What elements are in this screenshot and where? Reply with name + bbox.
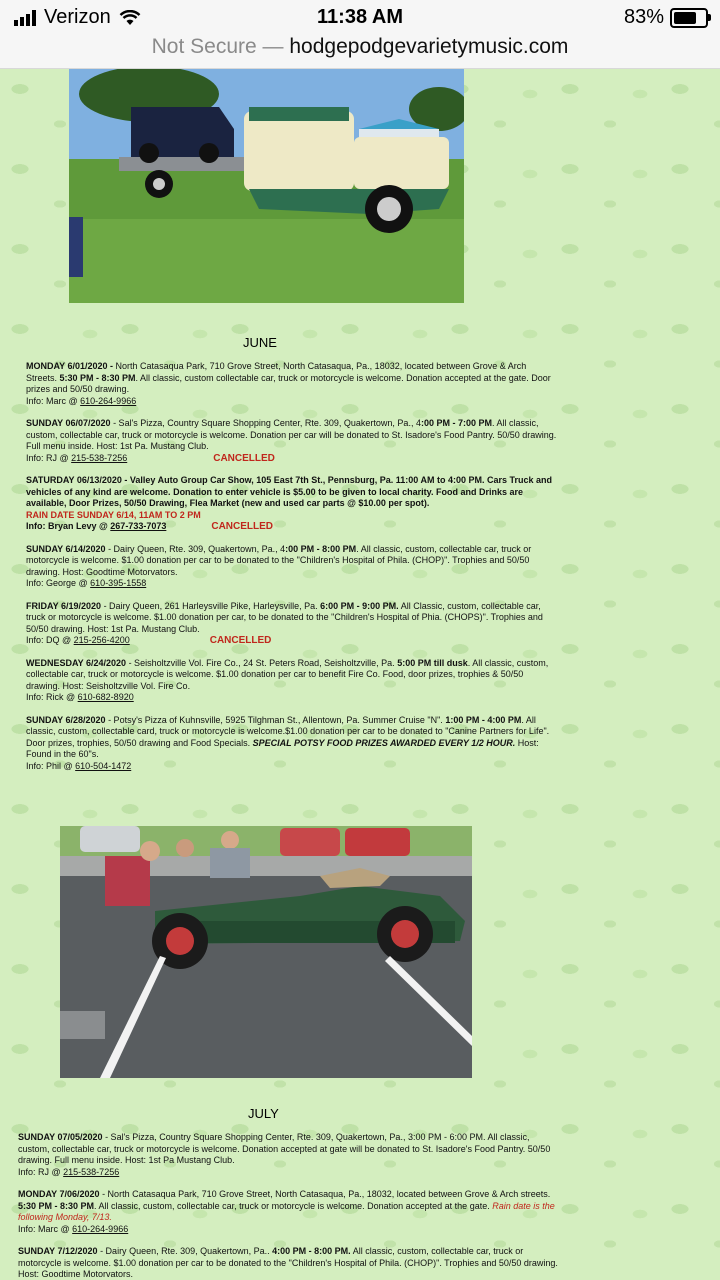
event-june-14: SUNDAY 6/14/2020 - Dairy Queen, Rte. 309, Quakertown, Pa., 4:00 PM - 8:00 PM. All classic, custom, collectable car, truck or motorcycle is welcome. $1.00 donation per car to be donated to the "Children's Hospital of Phila. (CHOP)". Trophies and 50/50 drawing. Host: Goodtime Motorvators. Info: George @ 610-395-1558 — [26, 543, 532, 588]
event-june-07: SUNDAY 06/07/2020 - Sal's Pizza, Country Square Shopping Center, Rte. 309, Quakertown, Pa., 4:00 PM - 7:00 PM. All classic, custom, collectable car, truck or motorcycle is welcome. Donation per car will be donated to St. Isadore's Food Pantry. 50/50 drawing. Full menu inside. Host: 1st Pa. Mustang Club. Info: RJ @ 215-538-7256 CANCELLED — [26, 418, 557, 464]
phone-link[interactable]: 610-504-1472 — [75, 760, 132, 771]
event-june-01: MONDAY 6/01/2020 - North Catasaqua Park, 710 Grove Street, North Catasaqua, Pa., 18032, located between Grove & Arch Streets. 5:30 PM - 8:30 PM. All classic, custom collectable car, truck or motorcycle is welcome. Donation accepted at the gate. Door prizes and 50/50 drawing. Info: Marc @ 610-264-9966 — [26, 361, 551, 406]
phone-link[interactable]: 215-256-4200 — [73, 635, 130, 645]
phone-link[interactable]: 267-733-7073 — [110, 521, 167, 531]
june-heading: JUNE — [243, 335, 277, 350]
june-events — [26, 361, 558, 783]
page-content — [0, 69, 720, 1280]
clock: 11:38 AM — [317, 6, 403, 28]
car-show-photo-roadster — [60, 826, 472, 1078]
phone-link[interactable]: 215-538-7256 — [63, 1166, 120, 1177]
phone-link[interactable]: 610-264-9966 — [72, 1223, 129, 1234]
event-july-06: MONDAY 7/06/2020 - North Catasaqua Park, 710 Grove Street, North Catasaqua, Pa., 18032, located between Grove & Arch streets. 5:30 PM - 8:30 PM. All classic, custom, collectable car, truck or motorcycle is welcome. Donation accepted at the gate. Rain date is the following Monday, 7/13. Info: Marc @ 610-264-9966 — [18, 1189, 555, 1234]
url-domain: hodgepodgevarietymusic.com — [289, 35, 569, 58]
cancelled-badge: CANCELLED — [209, 635, 272, 646]
event-july-05: SUNDAY 07/05/2020 - Sal's Pizza, Country Square Shopping Center, Rte. 309, Quakertown, Pa., 3:00 PM - 6:00 PM. All classic, custom, collectable car, truck or motorcycle is welcome. Donation accepted at gate will be donated to St. Isadore's Food Pantry. 50/50 drawing. Full menu inside. Host: 1st Pa Mustang Club. Info: RJ @ 215-538-7256 — [18, 1132, 551, 1177]
status-bar — [0, 0, 720, 36]
cancelled-badge: CANCELLED — [213, 452, 275, 464]
phone-link[interactable]: 215-538-7256 — [71, 452, 128, 463]
battery-percent: 83% — [623, 6, 664, 28]
event-june-13: SATURDAY 06/13/2020 - Valley Auto Group Car Show, 105 East 7th St., Pennsburg, Pa. 11:00 AM to 4:00 PM. Cars Truck and vehicles of any kind are welcome. Donation to enter vehicle is $5.00 to be given to local charity. Food and Drinks are available, Door Prizes, 50/50 Drawing, Flea Market (new and used car parts @ $10.00 per spot). RAIN DATE SUNDAY 6/14, 11AM TO 2 PM Info: Bryan Levy @ 267-733-7073 CANCELLED — [26, 475, 553, 532]
july-events — [18, 1132, 562, 1280]
event-july-12: SUNDAY 7/12/2020 - Dairy Queen, Rte. 309, Quakertown, Pa.. 4:00 PM - 8:00 PM. All classic, custom, collectable car, truck or motorcycle is welcome. $1.00 donation per car to be donated to the "Children's Hospital of Phila. (CHOP)". Trophies and 50/50 drawing. Host: Goodtime Motorvators. — [18, 1246, 558, 1279]
security-label: Not Secure — [151, 35, 257, 58]
event-june-19: FRIDAY 6/19/2020 - Dairy Queen, 261 Harleysville Pike, Harleysville, Pa. 6:00 PM - 9:00 PM. All Classic, custom, collectable car, truck or motorcycle is welcome. $1.00 donation per car, to be donated to the "Children's Hospital of Phia. (CHOPS)". Trophies and 50/50 drawing. Host: 1st Pa. Mustang Club. Info: DQ @ 215-256-4200 CANCELLED — [26, 600, 543, 646]
battery-info — [624, 6, 708, 29]
battery-icon — [670, 8, 708, 28]
car-show-photo-truck — [69, 69, 464, 303]
url-separator: — — [262, 35, 284, 58]
event-june-24: WEDNESDAY 6/24/2020 - Seisholtzville Vol. Fire Co., 24 St. Peters Road, Seisholtzville, Pa. 5:00 PM till dusk. All classic, custom, collectable car, truck or motorcycle is welcome. $1.00 donation per car to benefit Fire Co. Food, door prizes, trophies & 50/50 drawing. Host: Seisholtzville Vol. Fire Co. Info: Rick @ 610-682-8920 — [26, 657, 549, 702]
phone-link[interactable]: 610-264-9966 — [80, 395, 137, 406]
july-heading: JULY — [248, 1106, 279, 1121]
carrier-name: Verizon — [44, 6, 111, 28]
phone-link[interactable]: 610-395-1558 — [90, 578, 147, 588]
cancelled-badge: CANCELLED — [211, 521, 274, 532]
phone-link[interactable]: 610-682-8920 — [77, 692, 134, 702]
event-june-28: SUNDAY 6/28/2020 - Potsy's Pizza of Kuhnsville, 5925 Tilghman St., Allentown, Pa. Summer Cruise "N". 1:00 PM - 4:00 PM. All classic, custom, collectable card, truck or motorcycle is welcome.$1.00 donation per car to be donated to "Canine Partners for Life". Door prizes, trophies, 50/50 drawing and Food Specials. SPECIAL POTSY FOOD PRIZES AWARDED EVERY 1/2 HOUR. Host: Found in the 60"s. Info: Phil @ 610-504-1472 — [26, 714, 550, 771]
address-bar[interactable] — [0, 36, 720, 69]
